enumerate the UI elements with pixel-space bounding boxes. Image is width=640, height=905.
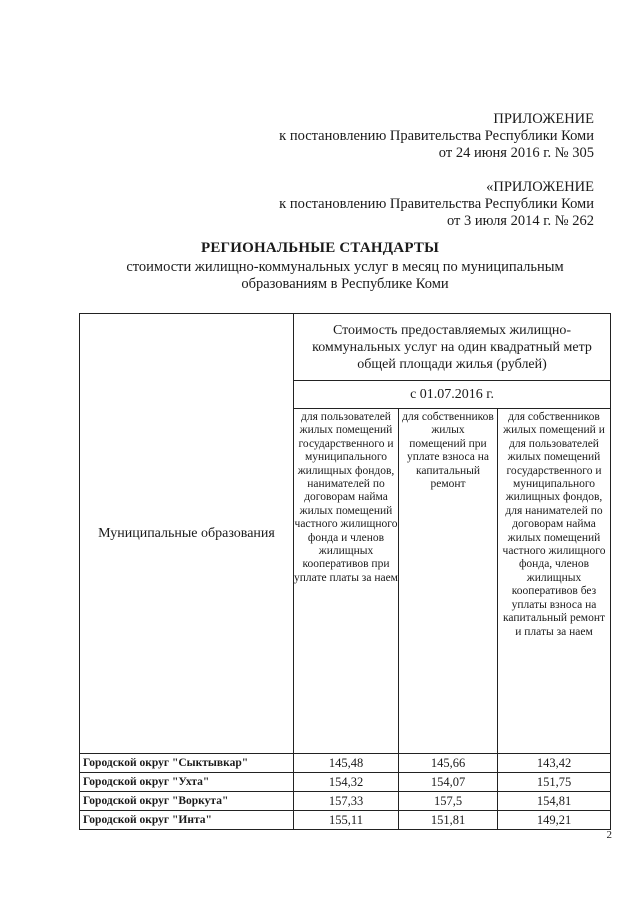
municipality-name: Городской округ "Воркута" xyxy=(80,792,294,811)
table-row xyxy=(80,792,611,811)
appendix-date-line: от 3 июля 2014 г. № 262 xyxy=(446,213,594,229)
category-owners-with-repair: для собственников жилых помещений при уплате взноса на капитальный ремонт xyxy=(399,409,498,754)
document-subtitle: стоимости жилищно-коммунальных услуг в месяц по муниципальным образованиям в Республике Коми xyxy=(126,259,564,292)
appendix-date-line: от 24 июня 2016 г. № 305 xyxy=(438,145,594,161)
cell-value: 154,32 xyxy=(294,773,399,792)
header-date: с 01.07.2016 г. xyxy=(294,381,611,409)
header-municipal-formations: Муниципальные образования xyxy=(80,314,294,754)
cell-value: 157,33 xyxy=(294,792,399,811)
appendix-header-previous xyxy=(279,179,594,230)
cell-value: 143,42 xyxy=(498,754,611,773)
cell-value: 145,66 xyxy=(399,754,498,773)
appendix-decree-line: к постановлению Правительства Республики Коми xyxy=(279,196,594,212)
appendix-decree-line: к постановлению Правительства Республики Коми xyxy=(279,128,594,144)
table-row xyxy=(80,754,611,773)
category-without-repair: для собственников жилых помещений и для пользователей жилых помещений государственного и муниципального жилищных фондов, для нанимателей по договорам найма жилых помещений частного жилищного фонда, членов жилищных кооперативов без уплаты взноса на капитальный ремонт и платы за наем xyxy=(498,409,611,754)
cell-value: 151,81 xyxy=(399,811,498,830)
appendix-title: ПРИЛОЖЕНИЕ xyxy=(493,111,594,127)
cell-value: 149,21 xyxy=(498,811,611,830)
table-row xyxy=(80,811,611,830)
municipality-name: Городской округ "Сыктывкар" xyxy=(80,754,294,773)
cell-value: 151,75 xyxy=(498,773,611,792)
category-tenants: для пользователей жилых помещений государственного и муниципального жилищных фондов, нанимателей по договорам найма жилых помещений частного жилищного фонда и членов жилищных кооперативов при уплате платы за наем xyxy=(294,409,399,754)
cell-value: 155,11 xyxy=(294,811,399,830)
document-title: РЕГИОНАЛЬНЫЕ СТАНДАРТЫ xyxy=(200,240,439,256)
header-cost: Стоимость предоставляемых жилищно-коммунальных услуг на один квадратный метр общей площади жилья (рублей) xyxy=(294,314,611,381)
appendix-title: «ПРИЛОЖЕНИЕ xyxy=(486,179,594,195)
municipality-name: Городской округ "Ухта" xyxy=(80,773,294,792)
cell-value: 145,48 xyxy=(294,754,399,773)
appendix-header-current xyxy=(279,111,594,162)
municipality-name: Городской округ "Инта" xyxy=(80,811,294,830)
page-number: 2 xyxy=(606,829,612,841)
table-row xyxy=(80,773,611,792)
cell-value: 157,5 xyxy=(399,792,498,811)
cell-value: 154,07 xyxy=(399,773,498,792)
cell-value: 154,81 xyxy=(498,792,611,811)
standards-table xyxy=(79,313,611,830)
